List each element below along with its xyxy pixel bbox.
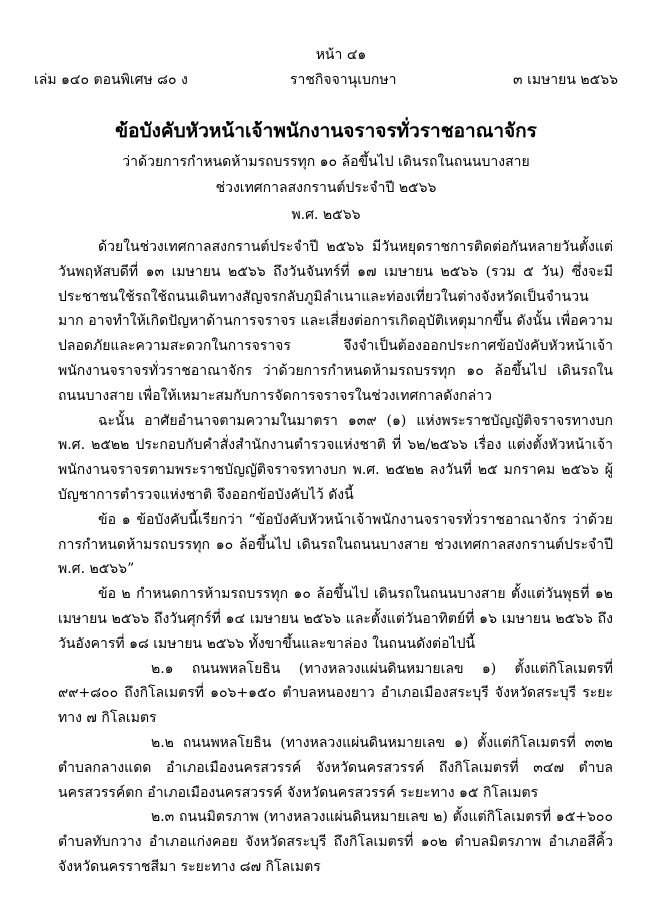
page-number: หน้า ๔๑	[315, 47, 367, 63]
paragraph-clause-2: ข้อ ๒ กำหนดการห้ามรถบรรทุก ๑๐ ล้อขึ้นไป เดินรถในถนนบางสาย ตั้งแต่วันพุธที่ ๑๒ เมษายน ๒๕๖๖ ถึงวันศุกร์ที่ ๑๔ เมษายน ๒๕๖๖ และตั้งแต่วันอาทิตย์ที่ ๑๖ เมษายน ๒๕๖๖ ถึงวันอังคารที่ ๑๘ เมษายน ๒๕๖๖ ทั้งขาขึ้นและขาล่อง ในถนนดังต่อไปนี้	[58, 586, 613, 652]
paragraph-clause-1: ข้อ ๑ ข้อบังคับนี้เรียกว่า “ข้อบังคับหัวหน้าเจ้าพนักงานจราจรทั่วราชอาณาจักร ว่าด้วยการกำหนดห้ามรถบรรทุก ๑๐ ล้อขึ้นไป เดินรถในถนนบางสาย ช่วงเทศกาลสงกรานต์ประจำปี พ.ศ. ๒๕๖๖”	[58, 511, 613, 578]
document-subtitle-2: ช่วงเทศกาลสงกรานต์ประจำปี ๒๕๖๖	[215, 180, 437, 196]
document-year: พ.ศ. ๒๕๖๖	[291, 207, 361, 223]
document-title: ข้อบังคับหัวหน้าเจ้าพนักงานจราจรทั่วราชอาณาจักร	[115, 120, 537, 142]
paragraph-preamble: ด้วยในช่วงเทศกาลสงกรานต์ประจำปี ๒๕๖๖ มีวันหยุดราชการติดต่อกันหลายวันตั้งแต่วันพฤหัสบดีที่ ๑๓ เมษายน ๒๕๖๖ ถึงวันจันทร์ที่ ๑๗ เมษายน ๒๕๖๖ (รวม ๕ วัน) ซึ่งจะมีประชาชนใช้รถใช้ถนนเดินทางสัญจรกลับภูมิลำเนาและท่องเที่ยวในต่างจังหวัดเป็นจำนวนมาก อาจทำให้เกิดปัญหาด้านการจราจร และเสี่ยงต่อการเกิดอุบัติเหตุมากขึ้น ดังนั้น เพื่อความปลอดภัยและความสะดวกในการจราจร จึงจำเป็นต้องออกประกาศข้อบังคับหัวหน้าเจ้าพนักงานจราจรทั่วราชอาณาจักร ว่าด้วยการกำหนดห้ามรถบรรทุก ๑๐ ล้อขึ้นไป เดินรถในถนนบางสาย เพื่อให้เหมาะสมกับการจัดการจราจรในช่วงเทศกาลดังกล่าว	[58, 239, 613, 404]
paragraph-authority: ฉะนั้น อาศัยอำนาจตามความในมาตรา ๑๓๙ (๑) แห่งพระราชบัญญัติจราจรทางบก พ.ศ. ๒๕๒๒ ประกอบกับคำสั่งสำนักงานตำรวจแห่งชาติ ที่ ๖๒/๒๕๖๖ เรื่อง แต่งตั้งหัวหน้าเจ้าพนักงานจราจรตามพระราชบัญญัติจราจรทางบก พ.ศ. ๒๕๒๒ ลงวันที่ ๒๕ มกราคม ๒๕๖๖ ผู้บัญชาการตำรวจแห่งชาติ จึงออกข้อบังคับไว้ ดังนี้	[58, 412, 613, 503]
publication-date: ๓ เมษายน ๒๕๖๖	[513, 72, 618, 88]
document-subtitle-1: ว่าด้วยการกำหนดห้ามรถบรรทุก ๑๐ ล้อขึ้นไป เดินรถในถนนบางสาย	[122, 154, 530, 170]
volume-label: เล่ม ๑๔๐ ตอนพิเศษ ๘๐ ง	[34, 72, 188, 88]
paragraph-item-2-2: ๒.๒ ถนนพหลโยธิน (ทางหลวงแผ่นดินหมายเลข ๑) ตั้งแต่กิโลเมตรที่ ๓๓๒ ตำบลกลางแดด อำเภอเมืองนครสวรรค์ จังหวัดนครสวรรค์ ถึงกิโลเมตรที่ ๓๔๗ ตำบลนครสวรรค์ตก อำเภอเมืองนครสวรรค์ จังหวัดนครสวรรค์ ระยะทาง ๑๕ กิโลเมตร	[58, 734, 613, 801]
paragraph-item-2-3: ๒.๓ ถนนมิตรภาพ (ทางหลวงแผ่นดินหมายเลข ๒) ตั้งแต่กิโลเมตรที่ ๑๕+๖๐๐ ตำบลทับกวาง อำเภอแก่งคอย จังหวัดสระบุรี ถึงกิโลเมตรที่ ๑๐๒ ตำบลมิตรภาพ อำเภอสีคิ้ว จังหวัดนครราชสีมา ระยะทาง ๘๗ กิโลเมตร	[58, 809, 613, 875]
document-body	[58, 235, 613, 880]
paragraph-item-2-1: ๒.๑ ถนนพหลโยธิน (ทางหลวงแผ่นดินหมายเลข ๑) ตั้งแต่กิโลเมตรที่ ๙๙+๘๐๐ ถึงกิโลเมตรที่ ๑๐๖+๑๕๐ ตำบลหนองยาว อำเภอเมืองสระบุรี จังหวัดสระบุรี ระยะทาง ๗ กิโลเมตร	[58, 660, 613, 727]
gazette-header	[34, 70, 618, 90]
gazette-name: ราชกิจจานุเบกษา	[290, 72, 397, 88]
